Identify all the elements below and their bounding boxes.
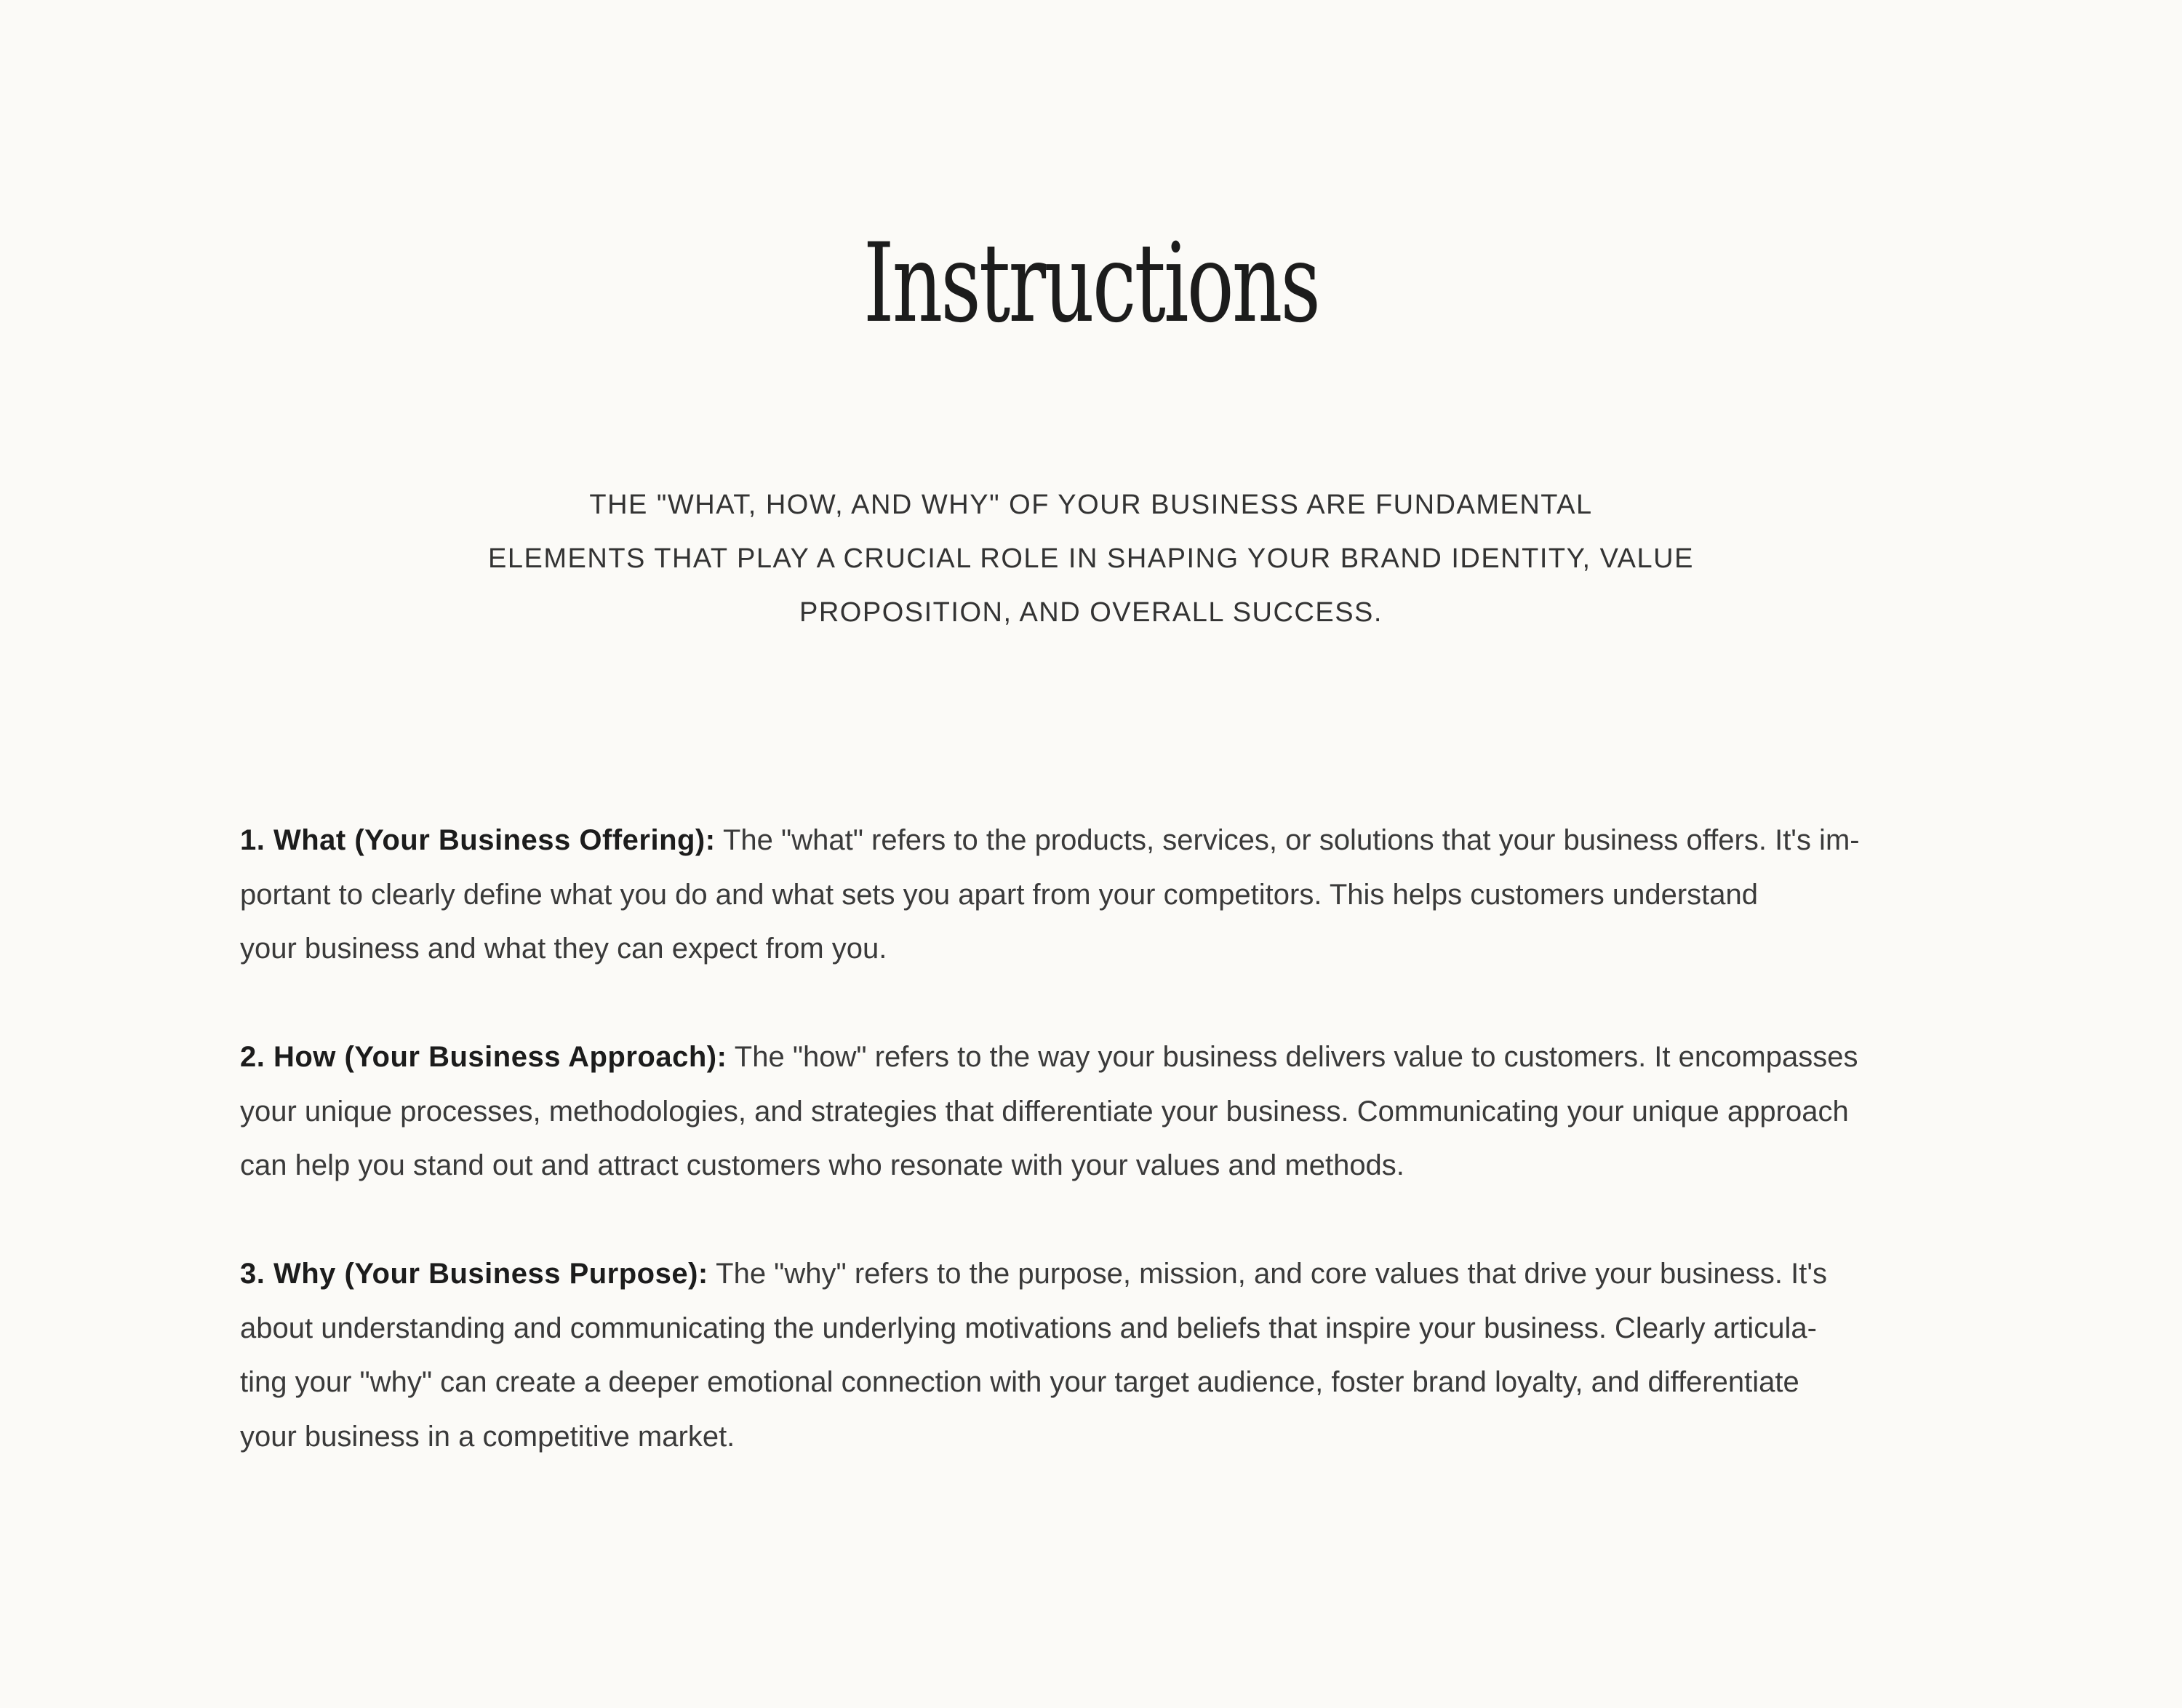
section-line (240, 1030, 1957, 1085)
section-line: your unique processes, methodologies, and strategies that differentiate your business. Communicating your unique approach (240, 1095, 1849, 1128)
instructions-body (240, 813, 1957, 1518)
section-why (240, 1247, 1957, 1464)
section-line: portant to clearly define what you do and what sets you apart from your competitors. This helps customers understand (240, 878, 1759, 911)
section-line: can help you stand out and attract customers who resonate with your values and methods. (240, 1149, 1404, 1181)
section-line: ting your "why" can create a deeper emotional connection with your target audience, foster brand loyalty, and differentiate (240, 1366, 1799, 1398)
section-text: The "what" refers to the products, services, or solutions that your business offers. It's im- (715, 824, 1860, 856)
section-line (240, 813, 1957, 868)
section-text: The "how" refers to the way your business delivers value to customers. It encompasses (727, 1041, 1858, 1073)
section-text: The "why" refers to the purpose, mission, and core values that drive your business. It's (708, 1258, 1828, 1290)
section-how (240, 1030, 1957, 1193)
section-heading: 3. Why (Your Business Purpose): (240, 1258, 708, 1290)
page-title: Instructions (863, 220, 1319, 347)
intro-line: THE "WHAT, HOW, AND WHY" OF YOUR BUSINESS ARE FUNDAMENTAL (589, 490, 1593, 520)
intro-line: ELEMENTS THAT PLAY A CRUCIAL ROLE IN SHAPING YOUR BRAND IDENTITY, VALUE (488, 543, 1694, 574)
section-what (240, 813, 1957, 976)
section-line: about understanding and communicating the underlying motivations and beliefs that inspire your business. Clearly articula- (240, 1312, 1817, 1344)
section-heading: 2. How (Your Business Approach): (240, 1041, 727, 1073)
intro-line: PROPOSITION, AND OVERALL SUCCESS. (799, 597, 1383, 628)
section-heading: 1. What (Your Business Offering): (240, 824, 716, 856)
section-line: your business and what they can expect from you. (240, 933, 887, 965)
section-line (240, 1247, 1957, 1301)
intro-text (400, 478, 1782, 639)
section-line: your business in a competitive market. (240, 1420, 735, 1453)
